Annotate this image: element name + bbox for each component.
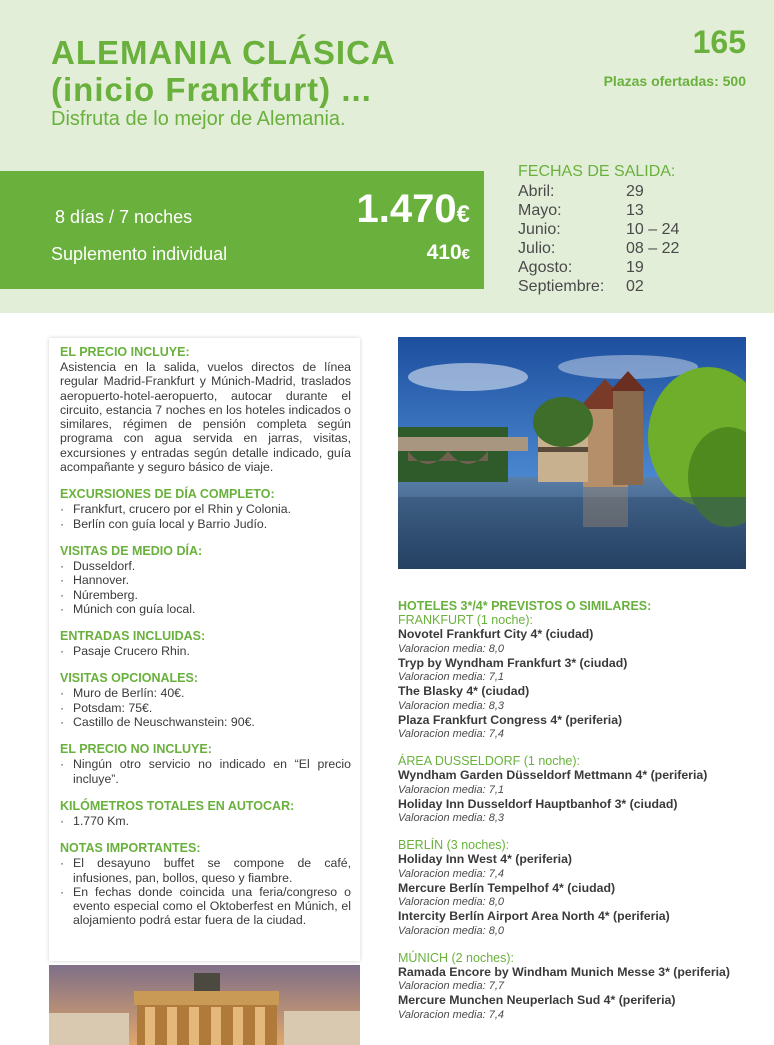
list-item: · Potsdam: 75€. — [60, 701, 351, 715]
bullet-list — [60, 814, 351, 828]
hotel-rating: Valoracion media: 8,0 — [398, 642, 504, 655]
plazas-ofertadas: Plazas ofertadas: 500 — [603, 73, 746, 89]
list-item: · Pasaje Crucero Rhin. — [60, 644, 351, 658]
list-item: · Frankfurt, crucero por el Rhin y Colonia. — [60, 502, 351, 516]
list-item: · Castillo de Neuschwanstein: 90€. — [60, 715, 351, 729]
hotel-city: FRANKFURT (1 noche): — [398, 613, 533, 627]
section-excursions — [60, 487, 351, 531]
departure-month: Abril: — [518, 183, 555, 200]
departure-days: 13 — [626, 202, 644, 219]
departure-days: 08 – 22 — [626, 240, 680, 257]
bullet-list — [60, 644, 351, 658]
departure-month: Mayo: — [518, 202, 562, 219]
hotel-rating: Valoracion media: 8,3 — [398, 699, 504, 712]
hotel-city: MÚNICH (2 noches): — [398, 950, 514, 965]
excursions-heading: EXCURSIONES DE DÍA COMPLETO: — [60, 487, 275, 502]
list-item: · 1.770 Km. — [60, 814, 351, 828]
not-included-heading: EL PRECIO NO INCLUYE: — [60, 742, 212, 757]
departure-row — [518, 239, 679, 258]
section-includes — [60, 345, 351, 474]
hotel-name: Intercity Berlín Airport Area North 4* (periferia) — [398, 909, 670, 923]
entries-heading: ENTRADAS INCLUIDAS: — [60, 629, 206, 644]
hotel-group — [398, 613, 758, 741]
hotel-name: Novotel Frankfurt City 4* (ciudad) — [398, 627, 594, 641]
departure-row — [518, 201, 679, 220]
hotel-group — [398, 838, 758, 938]
hotel-name: Mercure Berlín Tempelhof 4* (ciudad) — [398, 880, 616, 895]
half-day-heading: VISITAS DE MEDIO DÍA: — [60, 543, 203, 558]
section-entries — [60, 629, 351, 658]
title-line-2: (inicio Frankfurt) ... — [51, 71, 372, 108]
includes-heading: EL PRECIO INCLUYE: — [60, 345, 190, 359]
departure-month: Julio: — [518, 240, 556, 257]
departure-days: 02 — [626, 278, 644, 295]
list-item: · El desayuno buffet se compone de café, infusiones, pan, bollos, queso y fiambre. — [60, 856, 351, 885]
km-heading: KILÓMETROS TOTALES EN AUTOCAR: — [60, 798, 295, 813]
supplement-amount — [427, 241, 470, 265]
departure-row — [518, 220, 679, 239]
price-currency: € — [456, 201, 470, 228]
hotel-rating: Valoracion media: 8,3 — [398, 812, 504, 824]
departure-days: 29 — [626, 183, 644, 200]
hotel-rating: Valoracion media: 7,4 — [398, 867, 504, 880]
hotel-rating: Valoracion media: 7,4 — [398, 1008, 504, 1021]
departure-month: Agosto: — [518, 259, 573, 276]
list-item: · En fechas donde coincida una feria/congreso o evento especial como el Oktoberfest en Múnich, el alojamiento podrá estar fuera de la ciudad. — [60, 885, 351, 928]
price-bar — [0, 171, 484, 289]
departure-dates — [518, 162, 679, 296]
page-subtitle: Disfruta de lo mejor de Alemania. — [51, 108, 346, 130]
section-optional — [60, 671, 351, 729]
hotel-name: Holiday Inn Dusseldorf Hauptbanhof 3* (ciudad) — [398, 796, 678, 811]
hotel-name: Mercure Munchen Neuperlach Sud 4* (periferia) — [398, 993, 676, 1007]
hotel-name: Wyndham Garden Düsseldorf Mettmann 4* (periferia) — [398, 768, 708, 782]
list-item: · Múnich con guía local. — [60, 602, 351, 616]
bullet-list — [60, 559, 351, 616]
supplement-currency: € — [461, 246, 470, 263]
hotel-rating: Valoracion media: 8,0 — [398, 896, 504, 908]
bullet-list — [60, 856, 351, 927]
hotel-name: Plaza Frankfurt Congress 4* (periferia) — [398, 712, 623, 727]
departure-row — [518, 258, 679, 277]
departures-heading: FECHAS DE SALIDA: — [518, 163, 676, 180]
nuremberg-photo — [398, 337, 746, 569]
hotel-name: Ramada Encore by Windham Munich Messe 3* (periferia) — [398, 964, 730, 979]
section-half-day — [60, 544, 351, 616]
departure-days: 19 — [626, 259, 644, 276]
hotel-rating: Valoracion media: 7,1 — [398, 671, 504, 683]
hotel-name: The Blasky 4* (ciudad) — [398, 684, 530, 698]
includes-text: Asistencia en la salida, vuelos directos de línea regular Madrid-Frankfurt y Múnich-Madrid, traslados aeropuerto-hotel-aeropuerto, autocar durante el circuito, estancia 7 noches en los hoteles indicados o similares, régimen de pensión completa según programa con agua servida en jarras, visitas, excursiones y entradas según detalle indicado, guía acompañante y seguro básico de viaje. — [60, 360, 351, 475]
hotel-city: BERLÍN (3 noches): — [398, 838, 510, 852]
list-item: · Dusseldorf. — [60, 559, 351, 573]
page-number: 165 — [692, 24, 746, 60]
hotel-rating: Valoracion media: 7,4 — [398, 728, 504, 740]
departure-month: Junio: — [518, 221, 561, 238]
departure-month: Septiembre: — [518, 278, 605, 295]
notes-heading: NOTAS IMPORTANTES: — [60, 841, 201, 856]
page-title — [51, 34, 396, 108]
supplement-value: 410 — [426, 241, 462, 264]
header-band — [0, 0, 774, 313]
list-item: · Ningún otro servicio no indicado en “El precio incluye”. — [60, 757, 351, 786]
hotel-rating: Valoracion media: 7,1 — [398, 783, 504, 796]
price-amount — [357, 187, 470, 232]
hotel-rating: Valoracion media: 7,7 — [398, 980, 504, 992]
duration: 8 días / 7 noches — [55, 207, 193, 227]
departure-row — [518, 182, 679, 201]
hotel-name: Holiday Inn West 4* (periferia) — [398, 852, 573, 866]
section-notes — [60, 841, 351, 927]
details-box — [49, 338, 360, 961]
departure-days: 10 – 24 — [626, 221, 680, 238]
list-item: · Berlín con guía local y Barrio Judío. — [60, 517, 351, 531]
hotels-heading: HOTELES 3*/4* PREVISTOS O SIMILARES: — [398, 599, 652, 613]
brandenburg-gate-photo — [49, 965, 360, 1045]
section-km — [60, 799, 351, 828]
hotel-rating: Valoracion media: 8,0 — [398, 924, 504, 937]
supplement-label: Suplemento individual — [51, 244, 228, 264]
hotel-group — [398, 754, 758, 825]
optional-heading: VISITAS OPCIONALES: — [60, 671, 198, 686]
section-not-included — [60, 742, 351, 786]
hotel-name: Tryp by Wyndham Frankfurt 3* (ciudad) — [398, 655, 628, 670]
bullet-list — [60, 757, 351, 786]
list-item: · Muro de Berlín: 40€. — [60, 686, 351, 700]
departure-row — [518, 277, 679, 296]
hotels-section — [398, 599, 758, 1035]
list-item: · Núremberg. — [60, 588, 351, 602]
hotel-group — [398, 951, 758, 1022]
bullet-list — [60, 686, 351, 729]
price-value: 1.470 — [356, 187, 457, 231]
bullet-list — [60, 502, 351, 531]
title-line-1: ALEMANIA CLÁSICA — [51, 34, 396, 71]
hotel-city: ÁREA DUSSELDORF (1 noche): — [398, 754, 581, 768]
list-item: · Hannover. — [60, 573, 351, 587]
